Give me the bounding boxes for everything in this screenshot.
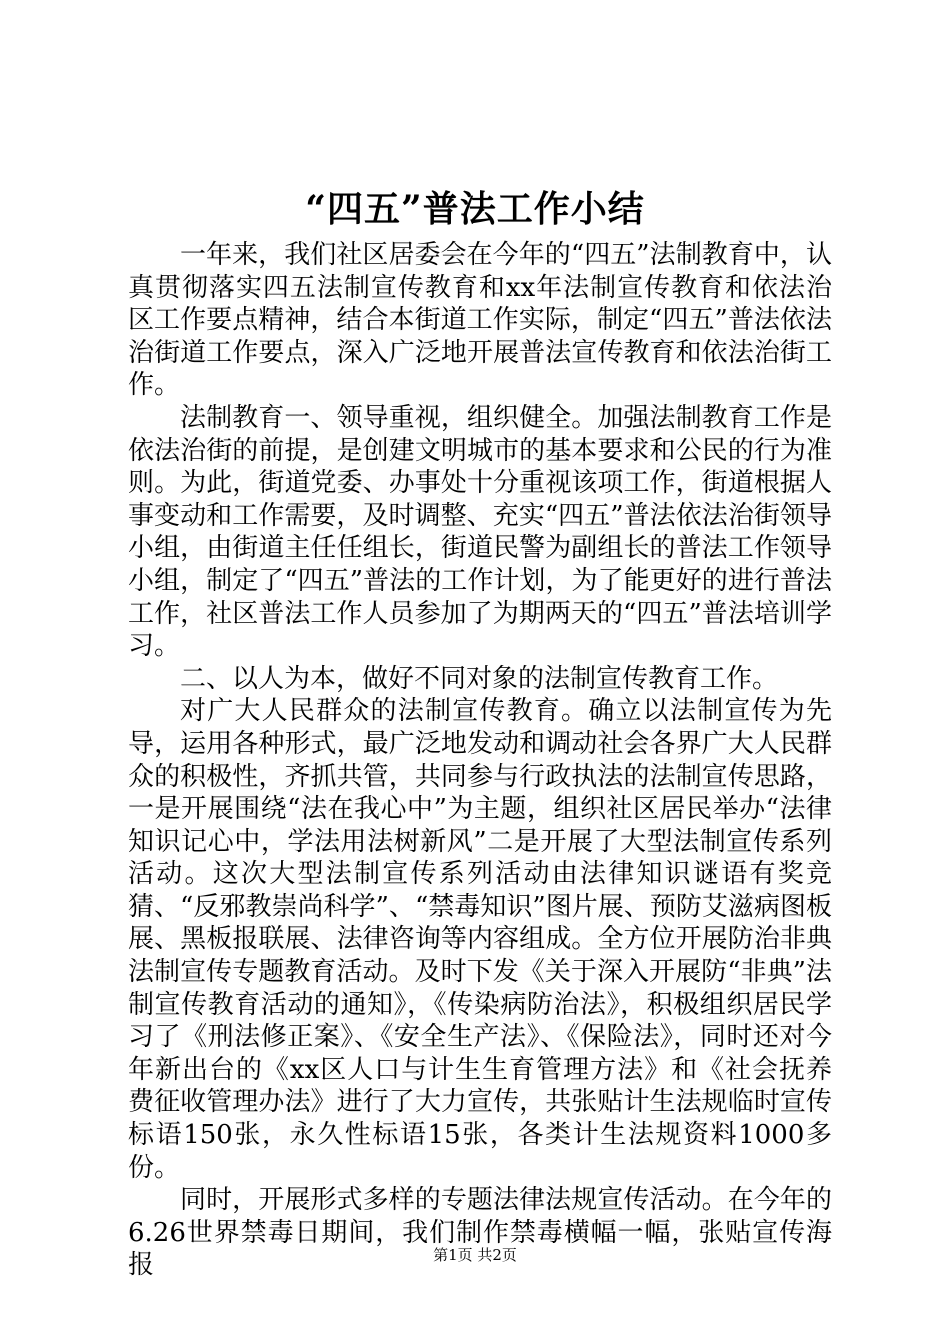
page-number-footer: 第1页 共2页 xyxy=(433,1246,517,1264)
document-body xyxy=(128,239,832,1282)
paragraph-section-two-heading: 二、以人为本，做好不同对象的法制宣传教育工作。 xyxy=(180,663,779,694)
paragraph-intro: 一年来，我们社区居委会在今年的“四五”法制教育中，认真贯彻落实四五法制宣传教育和xx年法制宣传教育和依法治区工作要点精神，结合本街道工作实际，制定“四五”普法依法治街道工作要点，深入广泛地开展普法宣传教育和依法治街工作。 xyxy=(128,240,832,401)
paragraph-special-campaigns: 同时，开展形式多样的专题法律法规宣传活动。在今年的6.26世界禁毒日期间，我们制作禁毒横幅一幅，张贴宣传海报 xyxy=(128,1185,832,1281)
document-title: “四五”普法工作小结 xyxy=(305,188,645,230)
paragraph-leadership: 法制教育一、领导重视，组织健全。加强法制教育工作是依法治街的前提，是创建文明城市的基本要求和公民的行为准则。为此，街道党委、办事处十分重视该项工作，街道根据人事变动和工作需要，及时调整、充实“四五”普法依法治街领导小组，由街道主任任组长，街道民警为副组长的普法工作领导小组，制定了“四五”普法的工作计划，为了能更好的进行普法工作，社区普法工作人员参加了为期两天的“四五”普法培训学习。 xyxy=(128,402,832,662)
paragraph-public-education: 对广大人民群众的法制宣传教育。确立以法制宣传为先导，运用各种形式，最广泛地发动和调动社会各界广大人民群众的积极性，齐抓共管，共同参与行政执法的法制宣传思路，一是开展围绕“法在我心中”为主题，组织社区居民举办“法律知识记心中，学法用法树新风”二是开展了大型法制宣传系列活动。这次大型法制宣传系列活动由法律知识谜语有奖竞猜、“反邪教崇尚科学”、“禁毒知识”图片展、预防艾滋病图板展、黑板报联展、法律咨询等内容组成。全方位开展防治非典法制宣传专题教育活动。及时下发《关于深入开展防“非典”法制宣传教育活动的通知》，《传染病防治法》，积极组织居民学习了《刑法修正案》、《安全生产法》、《保险法》，同时还对今年新出台的《xx区人口与计生生育管理方法》和《社会抚养费征收管理办法》进行了大力宣传，共张贴计生法规临时宣传标语150张，永久性标语15张，各类计生法规资料1000多份。 xyxy=(128,696,832,1183)
